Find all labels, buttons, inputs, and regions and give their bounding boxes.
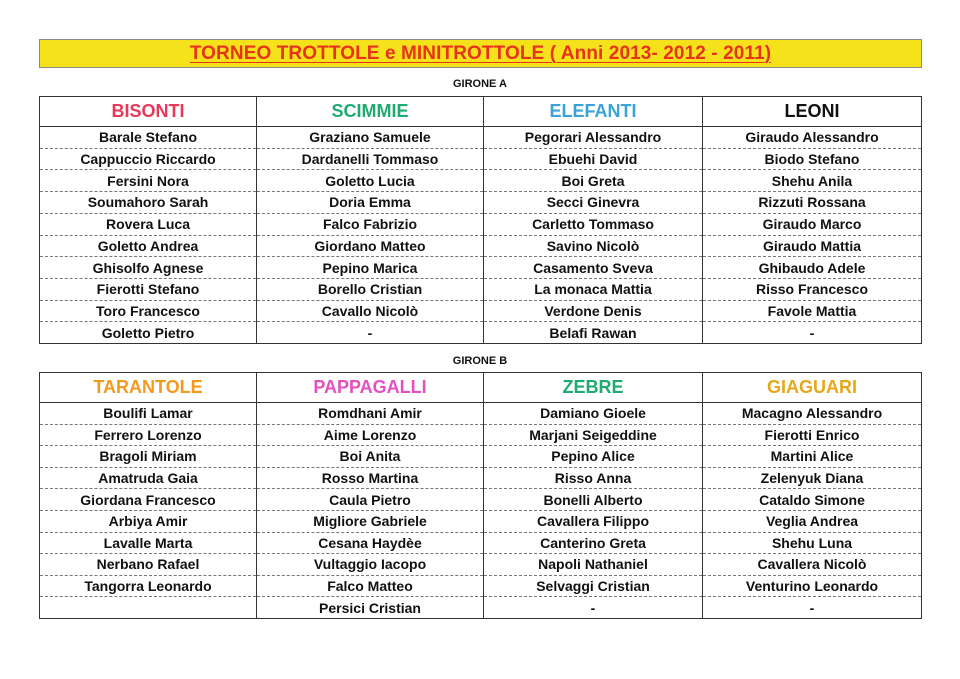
player-row: Tangorra Leonardo xyxy=(40,576,256,598)
player-row: Boi Greta xyxy=(484,170,702,192)
player-row: Ghisolfo Agnese xyxy=(40,257,256,279)
player-row: Toro Francesco xyxy=(40,301,256,323)
player-row: Romdhani Amir xyxy=(257,403,483,425)
player-row: Lavalle Marta xyxy=(40,533,256,555)
player-row: Boulifi Lamar xyxy=(40,403,256,425)
group-b-table xyxy=(39,372,922,619)
player-row: Bonelli Alberto xyxy=(484,489,702,511)
player-row: Shehu Luna xyxy=(703,533,921,555)
player-row: Cesana Haydèe xyxy=(257,533,483,555)
player-row: Cavallera Nicolò xyxy=(703,554,921,576)
player-row: La monaca Mattia xyxy=(484,279,702,301)
player-row: Venturino Leonardo xyxy=(703,576,921,598)
player-list xyxy=(40,403,256,618)
player-row: Vultaggio Iacopo xyxy=(257,554,483,576)
player-row: Martini Alice xyxy=(703,446,921,468)
player-list xyxy=(703,127,921,343)
team-column xyxy=(40,97,257,343)
team-column xyxy=(484,97,703,343)
player-list xyxy=(257,403,483,618)
team-name: LEONI xyxy=(703,97,921,127)
player-row: Risso Anna xyxy=(484,468,702,490)
player-row: Giordana Francesco xyxy=(40,489,256,511)
player-row: Falco Matteo xyxy=(257,576,483,598)
player-row: Belafi Rawan xyxy=(549,324,637,341)
player-row: Cappuccio Riccardo xyxy=(40,149,256,171)
player-row: - xyxy=(809,324,815,341)
player-row: Ferrero Lorenzo xyxy=(40,425,256,447)
player-row: Persici Cristian xyxy=(319,599,421,616)
team-name: TARANTOLE xyxy=(40,373,256,403)
player-list xyxy=(484,127,702,343)
player-row: Marjani Seigeddine xyxy=(484,425,702,447)
player-row: Aime Lorenzo xyxy=(257,425,483,447)
team-name: ELEFANTI xyxy=(484,97,702,127)
team-name: BISONTI xyxy=(40,97,256,127)
player-row: Rovera Luca xyxy=(40,214,256,236)
player-list xyxy=(40,127,256,343)
player-row: Giraudo Marco xyxy=(703,214,921,236)
player-row: Canterino Greta xyxy=(484,533,702,555)
player-row: - xyxy=(367,324,373,341)
group-a-label: GIRONE A xyxy=(453,78,507,90)
player-row: Pepino Alice xyxy=(484,446,702,468)
player-list xyxy=(484,403,702,618)
player-row: Goletto Lucia xyxy=(257,170,483,192)
player-row: Zelenyuk Diana xyxy=(703,468,921,490)
player-row: Savino Nicolò xyxy=(484,236,702,258)
team-column xyxy=(257,373,484,618)
player-row: Rosso Martina xyxy=(257,468,483,490)
player-row: Migliore Gabriele xyxy=(257,511,483,533)
player-row: Pepino Marica xyxy=(257,257,483,279)
player-row: Amatruda Gaia xyxy=(40,468,256,490)
player-list xyxy=(257,127,483,343)
team-column xyxy=(703,373,921,618)
player-row: Nerbano Rafael xyxy=(40,554,256,576)
player-row: Verdone Denis xyxy=(484,301,702,323)
player-row: Rizzuti Rossana xyxy=(703,192,921,214)
player-row xyxy=(40,597,256,618)
group-a-table xyxy=(39,96,922,344)
team-column xyxy=(484,373,703,618)
player-row: Carletto Tommaso xyxy=(484,214,702,236)
player-row: Macagno Alessandro xyxy=(703,403,921,425)
player-row: Veglia Andrea xyxy=(703,511,921,533)
team-column xyxy=(40,373,257,618)
player-row: Napoli Nathaniel xyxy=(484,554,702,576)
title-banner xyxy=(39,39,922,68)
player-row: Shehu Anila xyxy=(703,170,921,192)
player-row: Ebuehi David xyxy=(484,149,702,171)
group-b-label: GIRONE B xyxy=(452,355,508,367)
team-name: ZEBRE xyxy=(484,373,702,403)
team-column xyxy=(257,97,484,343)
player-row: Caula Pietro xyxy=(257,489,483,511)
player-row: Goletto Andrea xyxy=(40,236,256,258)
player-list xyxy=(703,403,921,618)
player-row: Pegorari Alessandro xyxy=(484,127,702,149)
player-row: Fersini Nora xyxy=(40,170,256,192)
page-title: TORNEO TROTTOLE e MINITROTTOLE ( Anni 2013- 2012 - 2011) xyxy=(189,42,772,64)
player-row: Graziano Samuele xyxy=(257,127,483,149)
player-row: Fierotti Stefano xyxy=(40,279,256,301)
player-row: Favole Mattia xyxy=(703,301,921,323)
player-row: Casamento Sveva xyxy=(484,257,702,279)
player-row: Falco Fabrizio xyxy=(257,214,483,236)
player-row: Borello Cristian xyxy=(257,279,483,301)
player-row: Ghibaudo Adele xyxy=(703,257,921,279)
player-row: - xyxy=(590,599,596,616)
player-row: Goletto Pietro xyxy=(101,324,195,341)
player-row: Damiano Gioele xyxy=(484,403,702,425)
team-name: GIAGUARI xyxy=(703,373,921,403)
player-row: Biodo Stefano xyxy=(703,149,921,171)
player-row: Cavallera Filippo xyxy=(484,511,702,533)
team-name: PAPPAGALLI xyxy=(257,373,483,403)
player-row: Cavallo Nicolò xyxy=(257,301,483,323)
player-row: Barale Stefano xyxy=(40,127,256,149)
player-row: Fierotti Enrico xyxy=(703,425,921,447)
player-row: Secci Ginevra xyxy=(484,192,702,214)
player-row: Dardanelli Tommaso xyxy=(257,149,483,171)
player-row: Doria Emma xyxy=(257,192,483,214)
team-name: SCIMMIE xyxy=(257,97,483,127)
player-row: Soumahoro Sarah xyxy=(40,192,256,214)
player-row: Boi Anita xyxy=(257,446,483,468)
team-column xyxy=(703,97,921,343)
player-row: Selvaggi Cristian xyxy=(484,576,702,598)
player-row: Arbiya Amir xyxy=(40,511,256,533)
player-row: Risso Francesco xyxy=(703,279,921,301)
player-row: Giraudo Alessandro xyxy=(703,127,921,149)
player-row: Cataldo Simone xyxy=(703,489,921,511)
player-row: - xyxy=(809,599,815,616)
player-row: Giraudo Mattia xyxy=(703,236,921,258)
player-row: Bragoli Miriam xyxy=(40,446,256,468)
player-row: Giordano Matteo xyxy=(257,236,483,258)
